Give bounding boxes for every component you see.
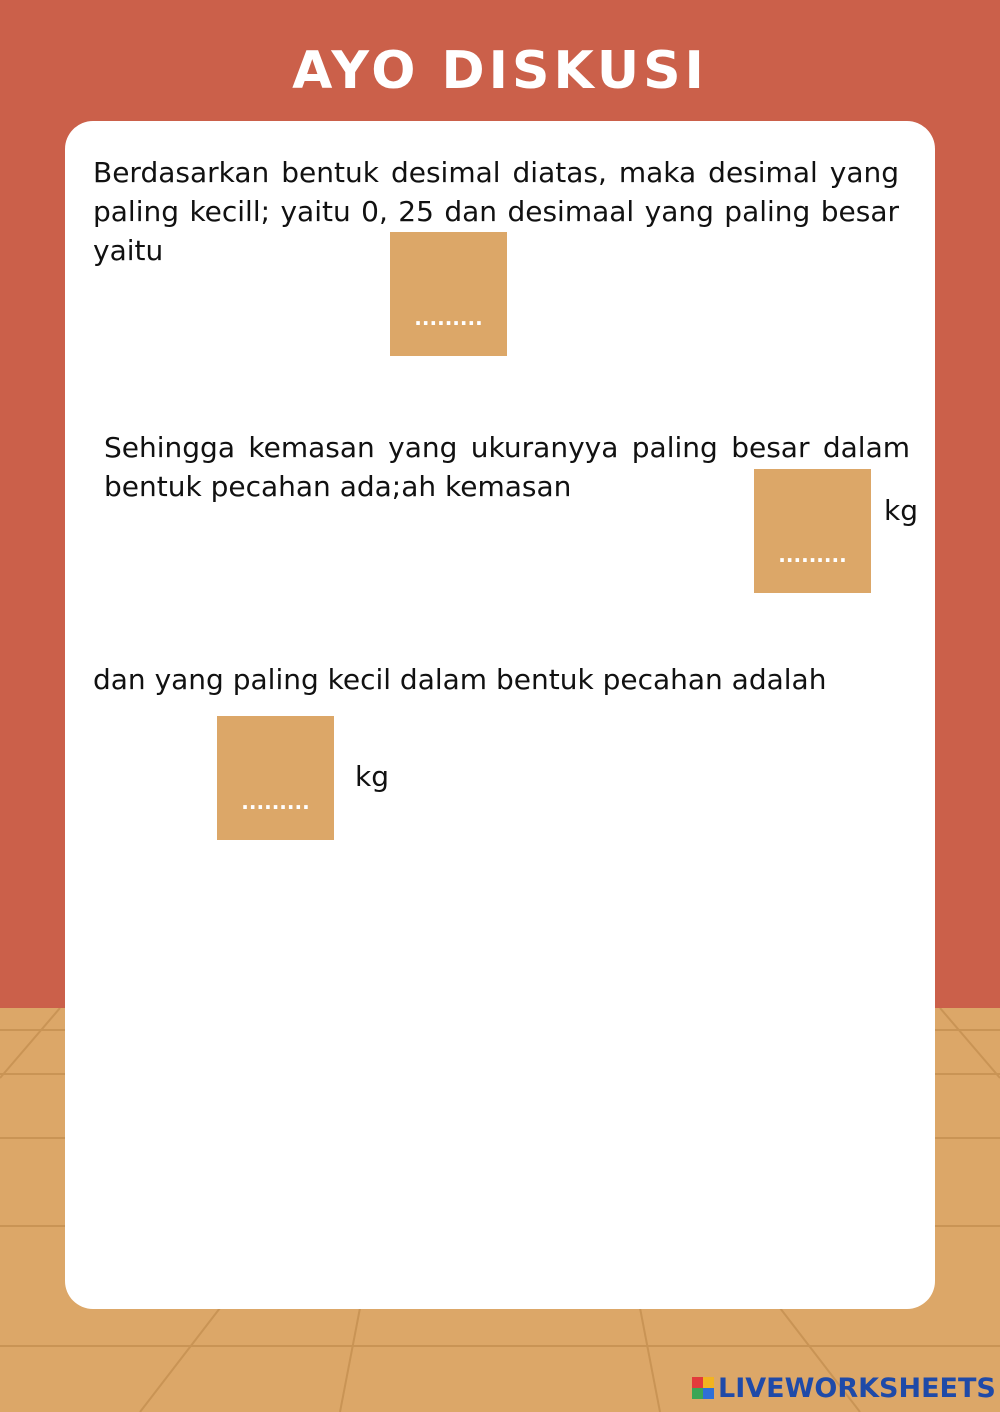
answer-box-1-placeholder: .........: [414, 306, 483, 330]
liveworksheets-logo-icon: [692, 1377, 714, 1399]
question-1-text: Berdasarkan bentuk desimal diatas, maka desimal yang paling kecill; yaitu 0, 25 dan desimaal yang paling besar yaitu: [93, 156, 899, 267]
question-2-text: Sehingga kemasan yang ukuranyya paling besar dalam bentuk pecahan ada;ah kemasan: [104, 431, 910, 503]
question-2-unit: kg: [884, 494, 918, 527]
answer-box-2-placeholder: .........: [778, 543, 847, 567]
answer-box-3[interactable]: [217, 716, 334, 840]
answer-box-1[interactable]: [390, 232, 507, 356]
answer-box-2[interactable]: [754, 469, 871, 593]
liveworksheets-logo: [692, 1371, 996, 1405]
liveworksheets-brand-text: LIVEWORKSHEETS: [718, 1372, 996, 1404]
question-3-unit: kg: [355, 760, 389, 793]
answer-box-3-placeholder: .........: [241, 790, 310, 814]
question-3-text: dan yang paling kecil dalam bentuk pecahan adalah: [93, 663, 827, 696]
page-title: AYO DISKUSI: [292, 41, 708, 101]
